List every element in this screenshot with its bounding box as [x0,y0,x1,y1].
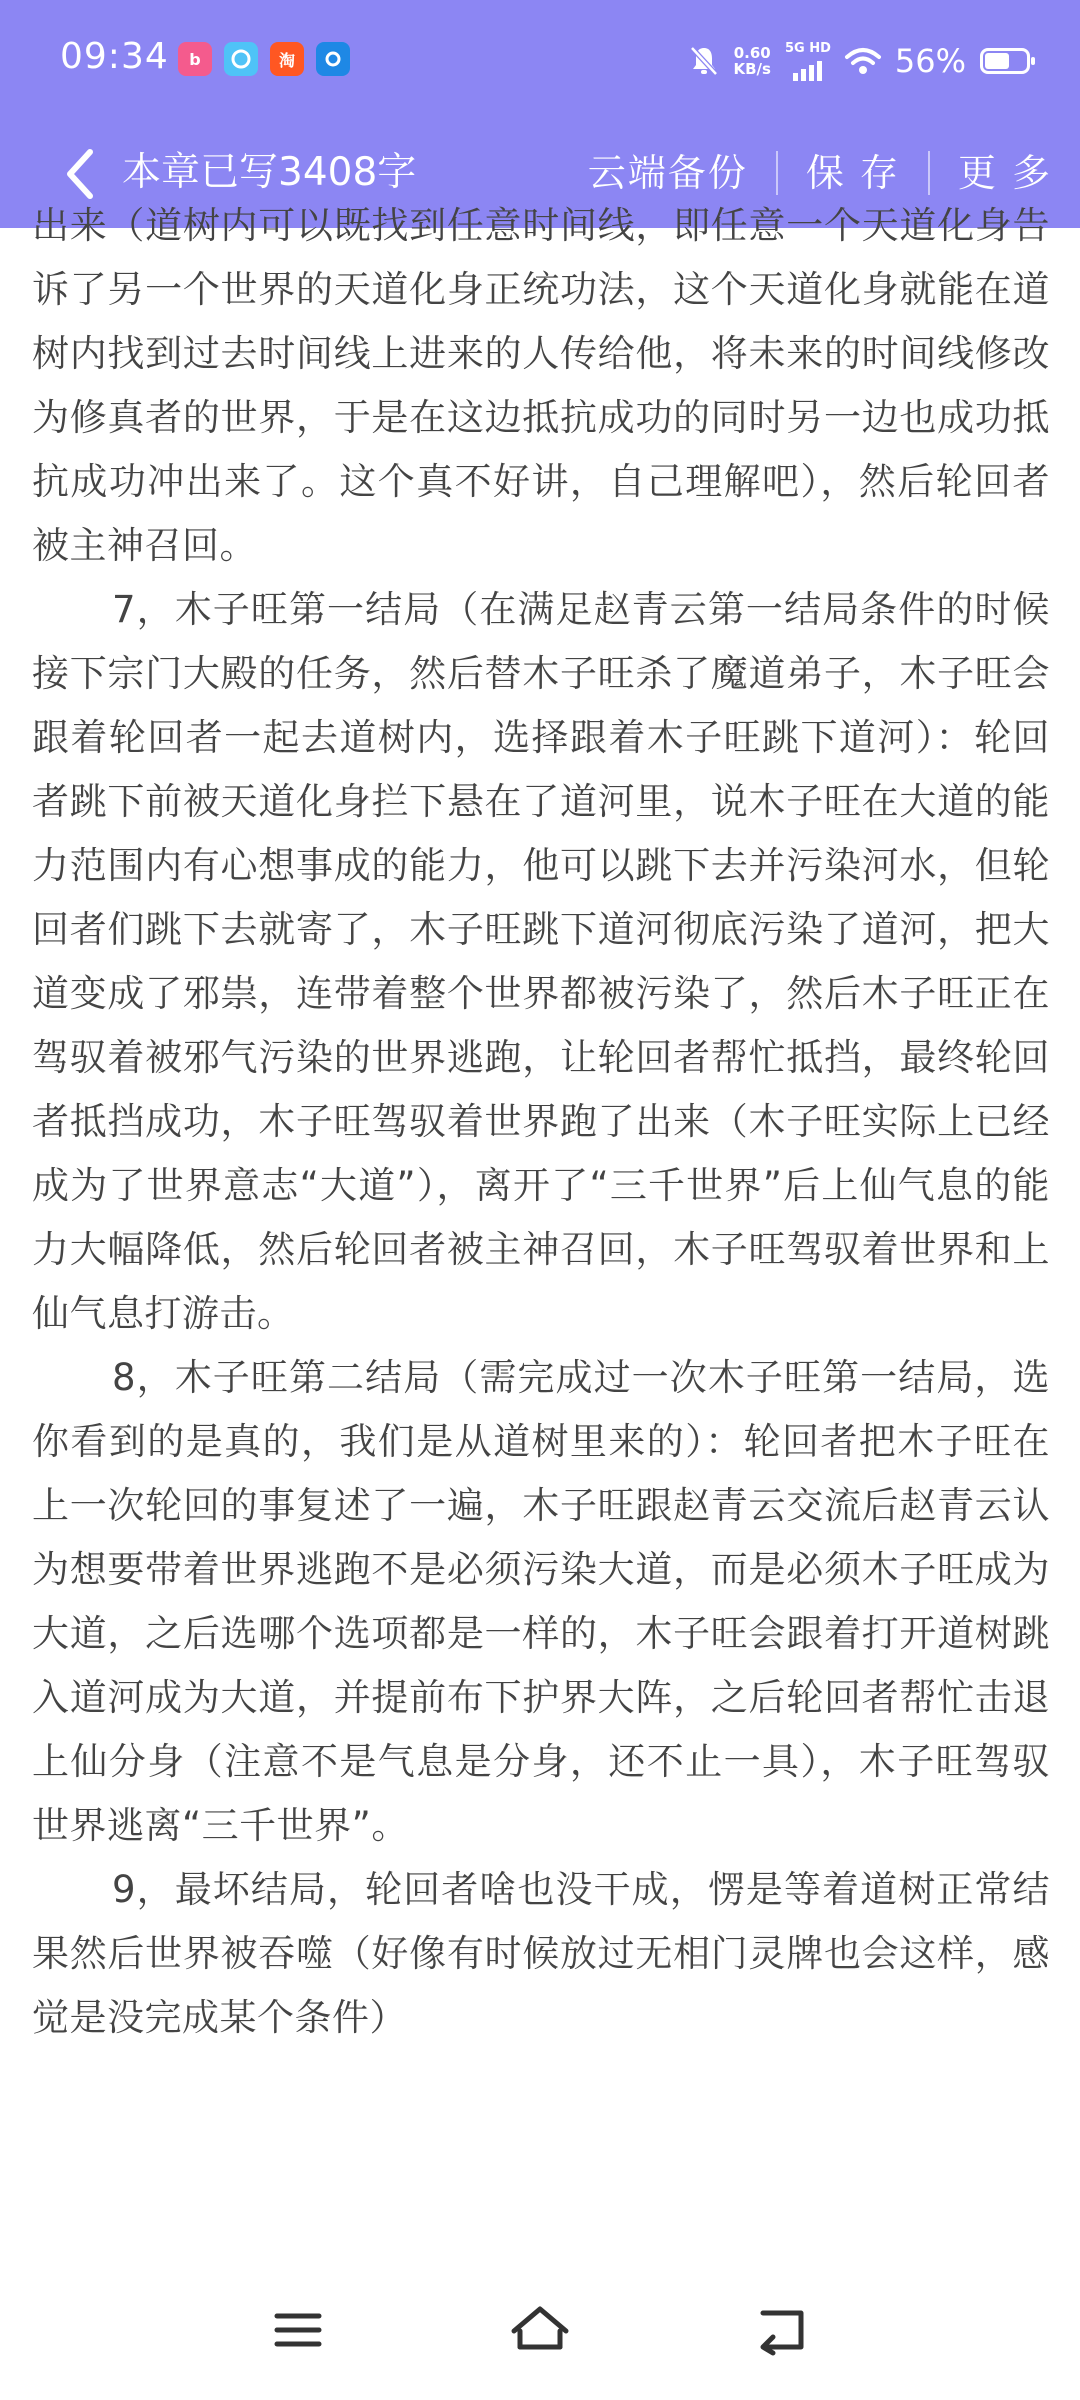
bilibili-icon: b [178,42,212,76]
system-nav-bar [0,2250,1080,2400]
home-nav-button[interactable] [500,2290,580,2370]
chapter-text [32,194,1050,2050]
save-button[interactable]: 保 存 [805,151,900,195]
cell-signal [785,42,831,81]
net-speed-unit: KB/s [733,60,771,78]
status-time: 09:34 [60,36,169,77]
menu-icon [273,2310,323,2350]
browser-icon [224,42,258,76]
app-icon [316,42,350,76]
home-icon [508,2305,572,2355]
chapter-editor[interactable] [32,204,1050,2218]
battery-percent: 56% [894,42,966,80]
paragraph: 出来（道树内可以既找到任意时间线，即任意一个天道化身告诉了另一个世界的天道化身正统功法，这个天道化身就能在道树内找到过去时间线上进来的人传给他，将未来的时间线修改为修真者的世界，于是在这边抵抗成功的同时另一边也成功抵抗成功冲出来了。这个真不好讲，自己理解吧），然后轮回者被主神召回。 [32,204,1050,567]
cloud-backup-button[interactable]: 云端备份 [587,151,748,195]
status-indicators [689,36,1030,86]
more-button[interactable]: 更 多 [957,151,1052,195]
page-title: 本章已写3408字 [122,150,417,195]
net-speed [733,45,770,77]
wifi-icon [845,47,881,75]
battery-icon [980,48,1030,74]
paragraph: 9，最坏结局，轮回者啥也没干成，愣是等着道树正常结果然后世界被吞噬（好像有时候放过无相门灵牌也会这样，感觉是没完成某个条件） [32,1868,1050,2039]
signal-bars-icon [793,55,822,81]
taobao-icon: 淘 [270,42,304,76]
paragraph: 8，木子旺第二结局（需完成过一次木子旺第一结局，选你看到的是真的，我们是从道树里来的）：轮回者把木子旺在上一次轮回的事复述了一遍，木子旺跟赵青云交流后赵青云认为想要带着世界逃跑不是必须污染大道，而是必须木子旺成为大道，之后选哪个选项都是一样的，木子旺会跟着打开道树跳入道河成为大道，并提前布下护界大阵，之后轮回者帮忙击退上仙分身（注意不是气息是分身，还不止一具），木子旺驾驭世界逃离“三千世界”。 [32,1356,1050,1847]
status-bar [0,0,1080,120]
back-nav-icon [755,2307,809,2353]
back-nav-button[interactable] [742,2290,822,2370]
net-speed-value: 0.60 [733,44,771,62]
menu-nav-button[interactable] [258,2290,338,2370]
paragraph: 7，木子旺第一结局（在满足赵青云第一结局条件的时候接下宗门大殿的任务，然后替木子旺杀了魔道弟子，木子旺会跟着轮回者一起去道树内，选择跟着木子旺跳下道河）：轮回者跳下前被天道化身拦下悬在了道河里，说木子旺在大道的能力范围内有心想事成的能力，他可以跳下去并污染河水，但轮回者们跳下去就寄了，木子旺跳下道河彻底污染了道河，把大道变成了邪祟，连带着整个世界都被污染了，然后木子旺正在驾驭着被邪气污染的世界逃跑，让轮回者帮忙抵挡，最终轮回者抵挡成功，木子旺驾驭着世界跑了出来（木子旺实际上已经成为了世界意志“大道”），离开了“三千世界”后上仙气息的能力大幅降低，然后轮回者被主神召回，木子旺驾驭着世界和上仙气息打游击。 [32,588,1050,1335]
notification-icons [178,42,350,76]
network-type: 5G HD [784,40,831,56]
mute-bell-icon [689,45,719,77]
